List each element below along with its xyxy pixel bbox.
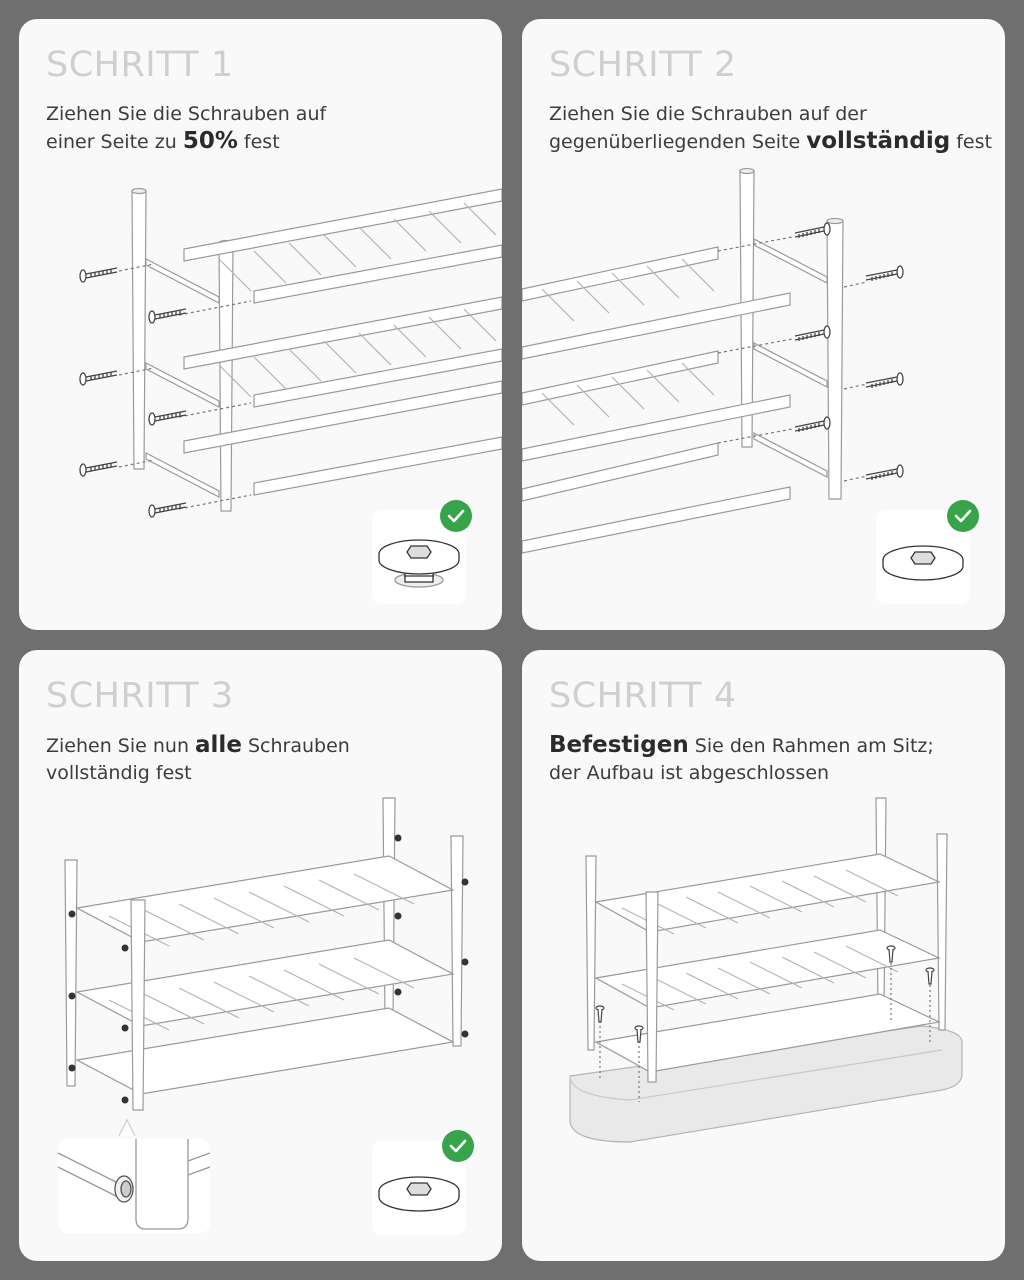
checkmark-icon — [440, 500, 472, 532]
step-panel-3 — [19, 650, 502, 1261]
desc-line-1-end: Schrauben — [241, 735, 350, 757]
desc-line-2: vollständig fest — [46, 762, 192, 784]
desc-line-2: der Aufbau ist abgeschlossen — [549, 762, 830, 784]
desc-line-2-end: fest — [950, 131, 992, 153]
screw-joint-closeup-icon — [58, 1139, 210, 1233]
desc-line-1: Ziehen Sie nun — [46, 735, 196, 757]
desc-emphasis: alle — [195, 732, 242, 758]
desc-emphasis: 50% — [182, 128, 238, 154]
desc-line-2: gegenüberliegenden Seite — [549, 131, 807, 153]
checkmark-icon — [442, 1130, 474, 1162]
step-title: SCHRITT 3 — [46, 676, 234, 716]
desc-line-2: einer Seite zu — [46, 131, 183, 153]
step-panel-4 — [522, 650, 1005, 1261]
desc-line-1: Ziehen Sie die Schrauben auf — [46, 103, 327, 125]
checkmark-icon — [947, 500, 979, 532]
step-title: SCHRITT 2 — [549, 45, 737, 85]
desc-emphasis: Befestigen — [549, 732, 689, 758]
desc-line-2-end: fest — [237, 131, 280, 153]
step-panel-1 — [19, 19, 502, 630]
desc-line-1-end: Sie den Rahmen am Sitz; — [688, 735, 934, 757]
step-panel-2 — [522, 19, 1005, 630]
step-title: SCHRITT 1 — [46, 45, 234, 85]
step-title: SCHRITT 4 — [549, 676, 737, 716]
joint-detail-box — [58, 1139, 210, 1233]
shelf-diagram-step-4 — [522, 650, 1005, 1261]
desc-line-1: Ziehen Sie die Schrauben auf der — [549, 103, 867, 125]
desc-emphasis: vollständig — [806, 128, 951, 154]
